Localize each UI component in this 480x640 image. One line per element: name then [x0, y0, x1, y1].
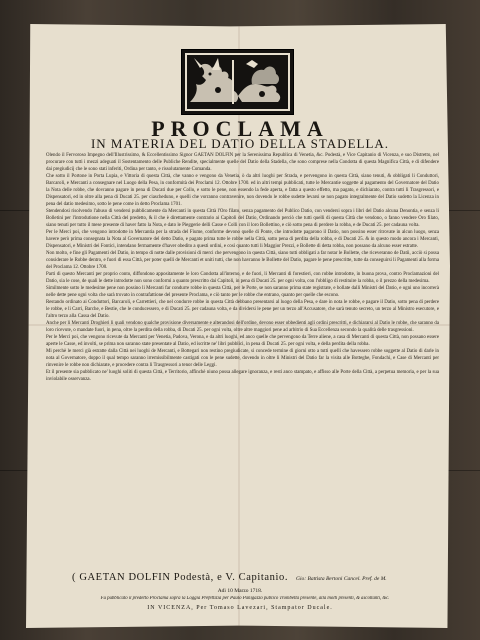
- paragraph: Per le Merci poi, che vengono ricevute da Mercanti per Venetia, Padova, Verona, e da altri luoghi, ed anco quelle che pervengono da Terre aliene, a casa di Mercanti di questa Città, non possano essere aperte le Casse, ed involti, se prima non saranno state presentate al Datio, ed iscritte ne' libri pubblici, in pena di Ducati 25. per ogni volta, e della perdita della robba.: [46, 335, 439, 347]
- paragraph: Similmente sotto le medesime pene non possino li Mercanti far condurre robbe in questa Città, per le Porte, se non saranno prima state registrate, e bollate dalli Ministri del Datio, e ogni uno incorrerà nelle dette pene ogni volta che sarà trovato in contrafattione del presente Proclama, e ciò tanto per le robbe che entrano, quanto per quelle che escono.: [46, 286, 439, 298]
- paragraph: Mi perchè le merci già estratte dalla Città nei luoghi de Mercanti, e Bottegari non restino pregiudicate, si concede termine di giorni otto a tutti quelli che havessero robbe soggette al Datio di darle in nota al Governatore, doppo il qual tempo saranno irremissibilmente castigati con le pene sudette, dovendo in oltre li Ministri del Datio far la visita alle Botteghe, Fondachi, e Case di Mercanti per rinvenire le robbe non dichiarate, e procedere contra li Trasgressori a tenor delle Leggi.: [46, 349, 439, 368]
- paragraph: Anche per li Mercanti Droghieri li quali vendono qualche provisione diversamente e alterandosi dell'ordine, devono esser obbedienti agli ordini prescritti, e dichiararsi al Datio le robbe, che saranno da loro ricevute, o mandate fuori, in pena, oltre la perdita della robba, di Ducati 25. per ogni volta, oltre altre maggiori pene ad arbitrio di Sua Eccellenza secondo la qualità delle trasgressioni.: [46, 321, 439, 333]
- paragraph: Parti di questo Mercanti per proprio conto, diffondono appositamente le loro Condotta all'interno, e de fuori, li Mercanti di forestieri, con robbe introdotte, in buona prova, contro Proclamazioni del Datio, sia le cose, de quali le dette introdotte non sono conformi a quanto prescritto dai Capitoli, in pena di Ducati 25. per ogni volta, con l'obbligo di restituire la robba, o il prezzo della medesima.: [46, 272, 439, 284]
- paragraph: Che sotto il Portone in Porta Lupia, e Vittoria di questa Città, che vanno e vengono da Venetia, ò da altri luoghi per Strada, e pervengono in questa Città, siano tenuti, & obbligati li Conduttori, Barcaroli, e Mercanti a consegnare nel Luogo della Pesa, in conformità dei Proclami 12. Ottobre 1700. ed in altri tempi pubblicati, tutte le Mercantie soggette al pagamento del Governatore del Datio la Nota delle robbe, che dovranno pagare in pena di Ducati due per Collo, e sotto le pene, non essendo la fede aperta, e fatta a questo effetto, ma pagato, e dichiarato, contra tutti li Trasgressori, e Dispensatori, ed in oltre alla pena di Ducati 25. per ciascheduno, e quelli che vorranno contravenire, non dovendo le robbe sudette levarsi se non pagato integralmente del Datio sudetto la Licenza in pena del datio medesimo, sotto le pene come in detto Proclama 1701.: [46, 174, 439, 207]
- paragraph: Olendo il Fervoroso Impegno dell'Illustrissimo, & Eccellentissimo Signor GAETAN DOLFIN per la Serenissima Republica di Venetia, &c. Podestà, e Vice Capitanio di Vicenza, e suo Distretto, nel procurare con tutti i mezzi adeguati il Sostentamento delle Publiche Rendite, specialmente quelle del Datio della Stadella, che sono comprese nella Condotta di questa Magnifica Città, e di difendere dai pregiudicij che le sono stati inferiti, Ordina per tanto, e rissolutamente Comanda.: [46, 153, 439, 172]
- printer-imprint: IN VICENZA, Per Tomaso Lavezari, Stampator Ducale.: [147, 605, 333, 611]
- podesta-signature: ( GAETAN DOLFIN Podestà, e V. Capitanio.: [72, 572, 289, 583]
- paragraph: Non molto, e fine gli Pagamenti del Datio, in tempo di notte dalle provisioni di merci che pervengono in questa Città, siano tutti obbligati a far notar le Bollette, che riceveranno de Datii, acciò si possa considerare le Robbe dentro, e fuori di essa Città, per poter quelli de Mercanti et uniti tutti, che non havranno le Bollette del Datio, pagare le pene prescritte, tutte da conseguirsi li Pagamenti alla forma del Proclama 12. Ottobre 1700.: [46, 251, 439, 270]
- publication-note: Fu pubblicato il predetto Proclama sopra la Loggia Prefettizia per Paulo Panigazzo publico Trombetta presente, alla molti presenti, & ascoltanti, &c.: [100, 596, 390, 601]
- paragraph: Per le Merci poi, che vengono introdotte in Mercantia per la strada del Fiume, conforme devono quelle di Ponte, che introdotte pagarono il Datio, non possino esser ritrovate in alcun luogo, senza havere però prima consegnata la Nota al Governatore del detto Datio, e pagato prima tutte le robbe nella Città, sotto pena di perdita della robba, e di Ducati 25. & in questo modo ancora i Mercanti, Dispensatori, e Ministri dei Fontici, intendano fermamente d'haver obedito a questi ordini, e così quanto tutti li Maggior Prezzi, e Bollette di detta robba, non possano da alcuno esser estratte.: [46, 230, 439, 249]
- paragraph: Et il presente sia pubblicato ne' luoghi soliti di questa Città, e Territorio, affinchè niuno possa allegare ignoranza, e resti anco stampato, e affisso alle Porte della Città, a perpetua memoria, e per la sua inviolabile osservanza.: [46, 370, 439, 382]
- secretary-signature: Gio: Battista Bertoni Cancel. Pref. de M.: [296, 576, 387, 582]
- document-subtitle: IN MATERIA DEL DATIO DELLA STADELLA.: [90, 136, 390, 151]
- lion-of-st-mark-icon: [181, 49, 294, 115]
- proclamation-body: [46, 152, 439, 383]
- document-title: PROCLAMA: [151, 116, 329, 141]
- issue-date: Adì 10 Marzo 1718.: [217, 588, 263, 594]
- paragraph: Stendendosi risolvendo l'abuso di vendersi pubblicamente da Mercanti in questa Città l'Oro filato, senza pagamento del Publico Datio, con vendersi sopra i libri del Datio alcuna Denontia, e senza li Bolletini per l'introdutione nella Città del predetto, & il che è direttamente contrario ai Capitoli del Datio, Ordinando perciò che tutti quelli di questa Città che vendono, o fanno vendere Oro filato, siano tenuti per tutto il mese presente di haver fatto la Nota, e dato le Pieggerie delli Casse e Colli con il loro Bollettino, e ciò sotto pena di perdere la robba, e de Ducati 25. per cadauna volta.: [46, 209, 439, 228]
- paragraph: Restando ordinato ai Conduttori, Barcaroli, e Carrettieri, che nel condurre robbe in questa Città debbano presentarsi al luogo della Pesa, e dare in nota le robbe, e pagare il Datio, sotto pena di perdere le robbe, e li Carri, Barche, e Bestie, che le conducessero, e di Ducati 25. per cadauna volta, e da dividersi le pene per un terzo all'Accusatore, che sarà tenuto secreto, un terzo al Ministro esecutore, e l'altro terzo alla Cassa del Datio.: [46, 300, 439, 319]
